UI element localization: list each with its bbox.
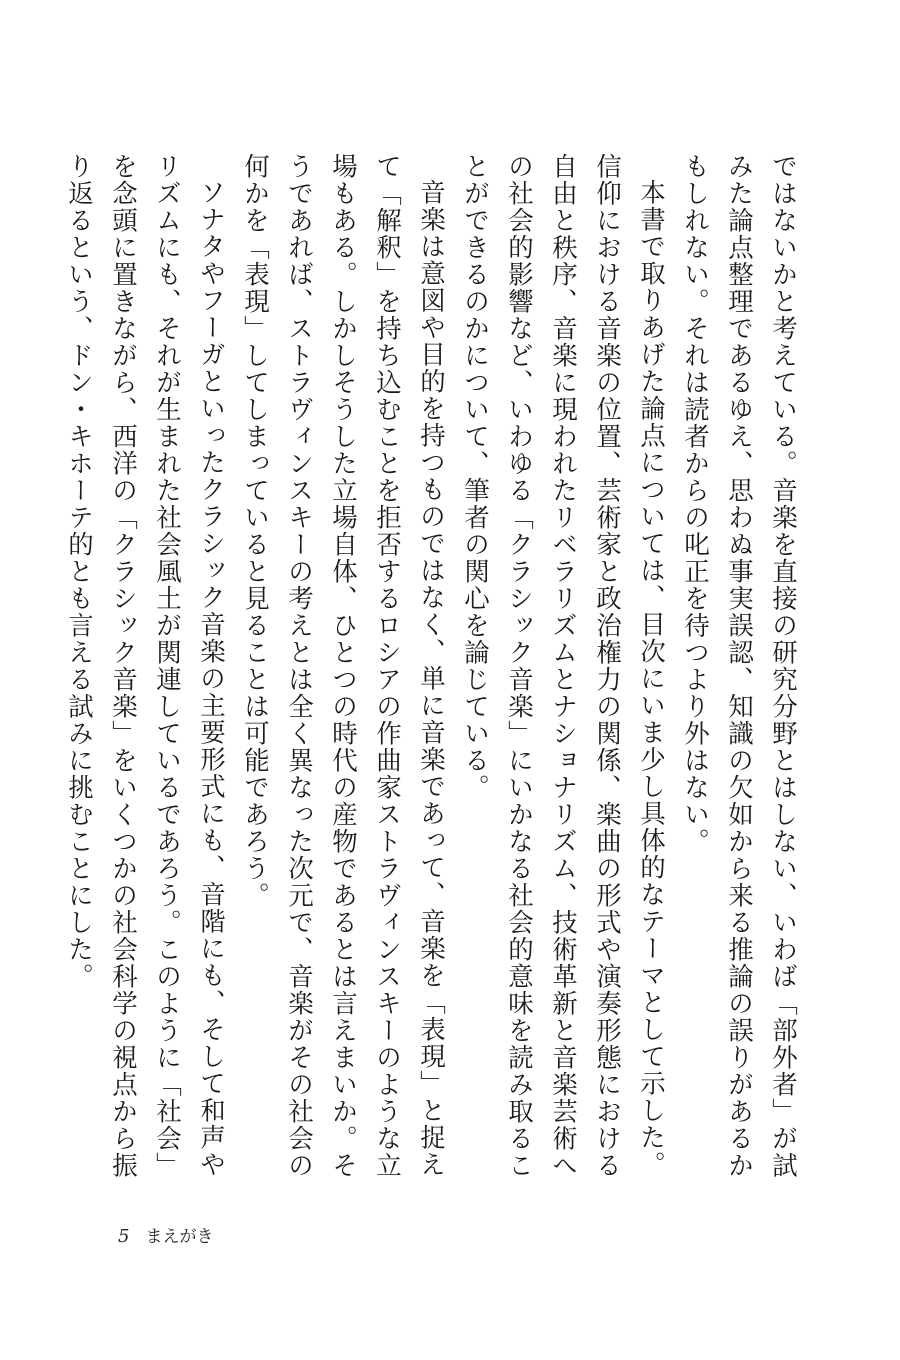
paragraph-4: ソナタやフーガといったクラシック音楽の主要形式にも、音階にも、そして和声やリズムにも、それが生まれた社会風土が関連しているであろう。このように「社会」を念頭に置きながら、西洋の「クラシック音楽」をいくつかの社会科学の視点から振り返るという、ドン・キホーテ的とも言える試みに挑むことにした。 — [64, 153, 226, 1179]
running-head: まえがき — [145, 1227, 214, 1247]
paragraph-2: 本書で取りあげた論点については、目次にいま少し具体的なテーマとして示した。信仰における音楽の位置、芸術家と政治権力の関係、楽曲の形式や演奏形態における自由と秩序、音楽に現われたリベラリズムとナショナリズム、技術革新と音楽芸術への社会的影響など、いわゆる「クラシック音楽」にいかなる社会的意味を読み取ることができるのかについて、筆者の関心を論じている。 — [460, 153, 666, 1179]
paragraph-1: ではないかと考えている。音楽を直接の研究分野とはしない、いわば「部外者」が試みた論点整理であるゆえ、思わぬ事実誤認、知識の欠如から来る推論の誤りがあるかもしれない。それは読者からの叱正を待つより外はない。 — [680, 153, 798, 1179]
page-footer — [118, 1222, 213, 1247]
body-text — [57, 153, 805, 1198]
paragraph-3: 音楽は意図や目的を持つものではなく、単に音楽であって、音楽を「表現」と捉えて「解釈」を持ち込むことを拒否するロシアの作曲家ストラヴィンスキーのような立場もある。しかしそうした立場自体、ひとつの時代の産物であるとは言えまいか。そうであれば、ストラヴィンスキーの考えとは全く異なった次元で、音楽がその社会の何かを「表現」してしまっていると見ることは可能であろう。 — [240, 153, 446, 1179]
page-number: 5 — [118, 1226, 130, 1247]
